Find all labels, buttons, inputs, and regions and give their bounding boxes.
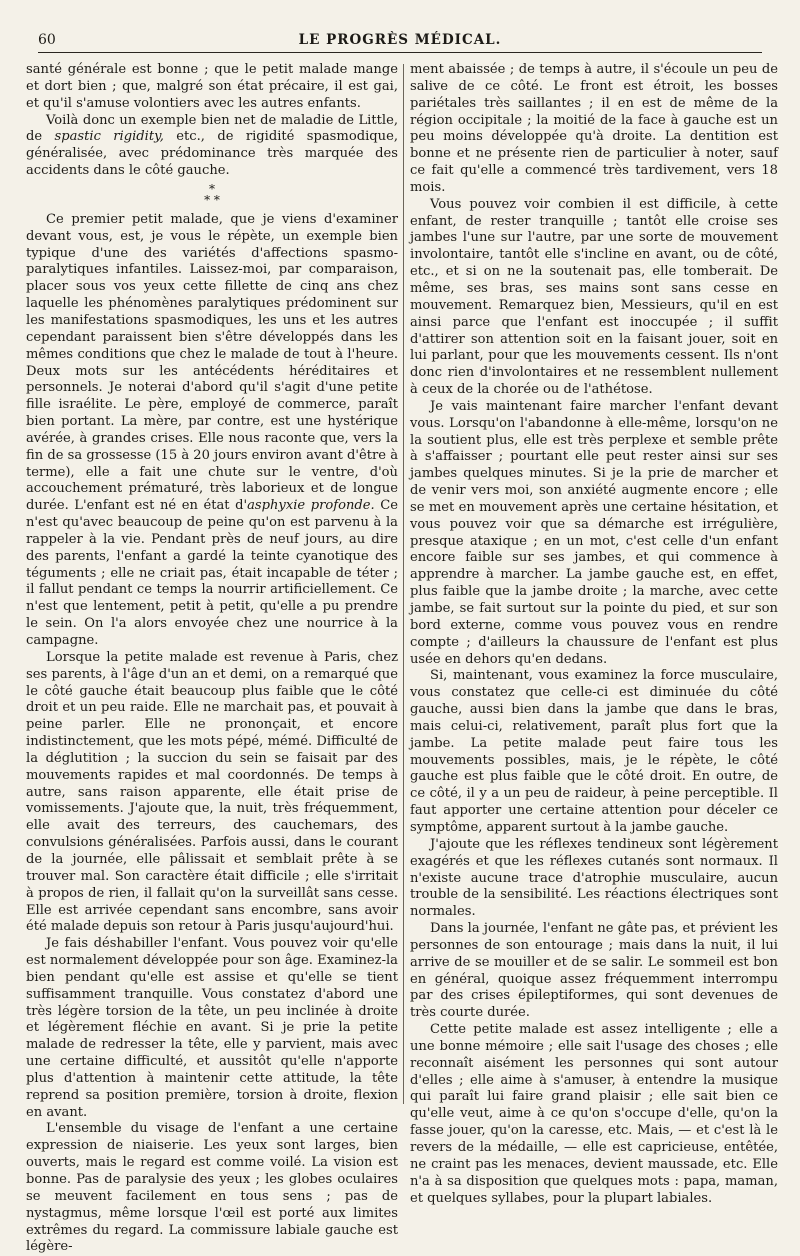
- paragraph-text: Ce premier petit malade, que je viens d'examiner devant vous, est, je vous le répète, un exemple bien typique d'une des variétés d'affections spasmo-paralytiques infantiles. Laissez-moi, par comparaison, placer sous vos yeux cette fillette de cinq ans chez laquelle les phénomènes paralytiques prédominent sur les manifestations spasmodiques, les uns et les autres cependant paraissent bien s'être développés dans les mêmes conditions que chez le malade de tout à l'heure. Deux mots sur les antécédents héréditaires et personnels. Je noterai d'abord qu'il s'agit d'une petite fille israélite. Le père, employé de commerce, paraît bien portant. La mère, par contre, est une hystérique avérée, à grandes crises. Elle nous raconte que, vers la fin de sa grossesse (15 à 20 jours environ avant d'être à terme), elle a fait une chute sur le ventre, d'où accouchement prématuré, très laborieux et de longue durée. L'enfant est né en état d': [26, 211, 398, 514]
- paragraph-text: etc., de rigidité spasmodique, généralisée, avec prédominance très marquée des accidents dans le côté gauche.: [26, 129, 398, 179]
- paragraph: Cette petite malade est assez intelligente ; elle a une bonne mémoire ; elle sait l'usage des choses ; elle reconnaît aisément les personnes qui sont autour d'elles ; elle aime à s'amuser, à entendre la musique qui paraît lui faire grand plaisir ; elle sait bien ce qu'elle veut, aime à ce qu'on s'occupe d'elle, qu'on la fasse jouer, qu'on la caresse, etc. Mais, — et c'est là le revers de la médaille, — elle est capricieuse, entêtée, ne craint pas les menaces, devient maussade, etc. Elle n'a à sa disposition que quelques mots : papa, maman, et quelques syllabes, pour la plupart labiales.: [410, 1022, 778, 1206]
- right-column: [410, 62, 778, 1206]
- paragraph: Si, maintenant, vous examinez la force musculaire, vous constatez que celle-ci est diminuée du côté gauche, aussi bien dans la jambe que dans le bras, mais celui-ci, relativement, paraît plus fort que la jambe. La petite malade peut faire tous les mouvements possibles, mais, je le répète, le côté gauche est plus faible que le côté droit. En outre, de ce côté, il y a un peu de raideur, à peine perceptible. Il faut apporter une certaine attention pour déceler ce symptôme, apparent surtout à la jambe gauche.: [410, 668, 778, 835]
- paragraph: Je vais maintenant faire marcher l'enfant devant vous. Lorsqu'on l'abandonne à elle-même, lorsqu'on ne la soutient plus, elle est très perplexe et semble prête à s'affaisser ; pourtant elle peut rester ainsi sur ses jambes quelques minutes. Si je la prie de marcher et de venir vers moi, son anxiété augmente encore ; elle se met en mouvement après une certaine hésitation, et vous pouvez voir que sa démarche est irrégulière, presque ataxique ; en un mot, c'est celle d'un enfant encore faible sur ses jambes, et qui commence à apprendre à marcher. La jambe gauche est, en effet, plus faible que la jambe droite ; la marche, avec cette jambe, se fait surtout sur la pointe du pied, et sur son bord externe, comme vous pouvez vous en rendre compte ; d'ailleurs la chaussure de l'enfant est plus usée en dehors qu'en dedans.: [410, 398, 778, 667]
- paragraph: L'ensemble du visage de l'enfant a une certaine expression de niaiserie. Les yeux sont larges, bien ouverts, mais le regard est comme voilé. La vision est bonne. Pas de paralysie des yeux ; les globes oculaires se meuvent facilement en tous sens ; pas de nystagmus, même lorsque l'œil est porté aux limites extrêmes du regard. La commissure labiale gauche est légère-: [26, 1121, 398, 1255]
- paragraph: [26, 113, 398, 180]
- paragraph: Vous pouvez voir combien il est difficile, à cette enfant, de rester tranquille ; tantôt elle croise ses jambes l'une sur l'autre, par une sorte de mouvement involontaire, tantôt elle s'incline en avant, ou de côté, etc., et si on ne la soutenait pas, elle tomberait. De même, ses bras, ses mains sont sans cesse en mouvement. Remarquez bien, Messieurs, qu'il en est ainsi parce que l'enfant est inoccupée ; il suffit d'attirer son attention soit en la faisant jouer, soit en lui parlant, pour que les mouvements cessent. Ils n'ont donc rien d'involontaires et ne ressemblent nullement à ceux de la chorée ou de l'athétose.: [410, 196, 778, 398]
- page-number: 60: [38, 32, 56, 48]
- paragraph: Lorsque la petite malade est revenue à Paris, chez ses parents, à l'âge d'un an et demi, on a remarqué que le côté gauche était beaucoup plus faible que le côté droit et un peu raide. Elle ne marchait pas, et pouvait à peine parler. Elle ne prononçait, et encore indistinctement, que les mots pépé, mémé. Difficulté de la déglutition ; la succion du sein se faisait par des mouvements rapides et mal coordonnés. De temps à autre, sans raison apparente, elle était prise de vomissements. J'ajoute que, la nuit, très fréquemment, elle avait des terreurs, des cauchemars, des convulsions généralisées. Parfois aussi, dans le courant de la journée, elle pâlissait et semblait prête à se trouver mal. Son caractère était difficile ; elle s'irritait à propos de rien, il fallait qu'on la surveillât sans cesse. Elle est arrivée cependant sans encombre, sans avoir été malade depuis son retour à Paris jusqu'aujourd'hui.: [26, 649, 398, 935]
- journal-title: LE PROGRÈS MÉDICAL.: [298, 32, 502, 48]
- paragraph-text: Voilà donc un exemple bien net de maladie de Little, de: [26, 112, 398, 145]
- italic-term: asphyxie profonde.: [247, 498, 375, 514]
- paragraph: Dans la journée, l'enfant ne gâte pas, et prévient les personnes de son entourage ; mais dans la nuit, il lui arrive de se mouiller et de se salir. Le sommeil est bon en général, quoique assez fréquemment interrompu par des crises épileptiformes, qui sont devenues de très courte durée.: [410, 921, 778, 1021]
- separator-stars-bottom: * *: [204, 192, 220, 207]
- paragraph: [26, 212, 398, 650]
- page-header: [38, 30, 762, 53]
- column-divider: [403, 64, 404, 1104]
- left-column: [26, 62, 399, 1255]
- paragraph-text: Ce n'est qu'avec beaucoup de peine qu'on est parvenu à la rappeler à la vie. Pendant près de neuf jours, au dire des parents, l'enfant a gardé la teinte cyanotique des téguments ; elle ne criait pas, était incapable de téter ; il fallut pendant ce temps la nourrir artificiellement. Ce n'est que lentement, petit à petit, qu'elle a pu prendre le sein. On l'a alors envoyée chez une nourrice à la campagne.: [26, 498, 399, 648]
- italic-term: spastic rigidity,: [54, 129, 164, 145]
- paragraph: J'ajoute que les réflexes tendineux sont légèrement exagérés et que les réflexes cutanés sont normaux. Il n'existe aucune trace d'atrophie musculaire, aucun trouble de la sensibilité. Les réactions électriques sont normales.: [410, 836, 778, 920]
- section-separator: [26, 181, 398, 207]
- paragraph: Je fais déshabiller l'enfant. Vous pouvez voir qu'elle est normalement développée pour son âge. Examinez-la bien pendant qu'elle est assise et qu'elle se tient suffisamment tranquille. Vous constatez d'abord une très légère torsion de la tête, un peu inclinée à droite et légèrement fléchie en avant. Si je prie la petite malade de redresser la tête, elle y parvient, mais avec une certaine difficulté, et aussitôt qu'elle n'apporte plus d'attention à maintenir cette attitude, la tête reprend sa position première, torsion à droite, flexion en avant.: [26, 936, 398, 1120]
- paragraph: ment abaissée ; de temps à autre, il s'écoule un peu de salive de ce côté. Le front est étroit, les bosses pariétales très saillantes ; il en est de même de la région occipitale ; la moitié de la face à gauche est un peu moins développée qu'à droite. La dentition est bonne et ne présente rien de particulier à noter, sauf ce fait qu'elle a commencé très tardivement, vers 18 mois.: [410, 62, 778, 195]
- separator-star-top: *: [209, 181, 215, 196]
- paragraph: santé générale est bonne ; que le petit malade mange et dort bien ; que, malgré son état précaire, il est gai, et qu'il s'amuse volontiers avec les autres enfants.: [26, 62, 398, 111]
